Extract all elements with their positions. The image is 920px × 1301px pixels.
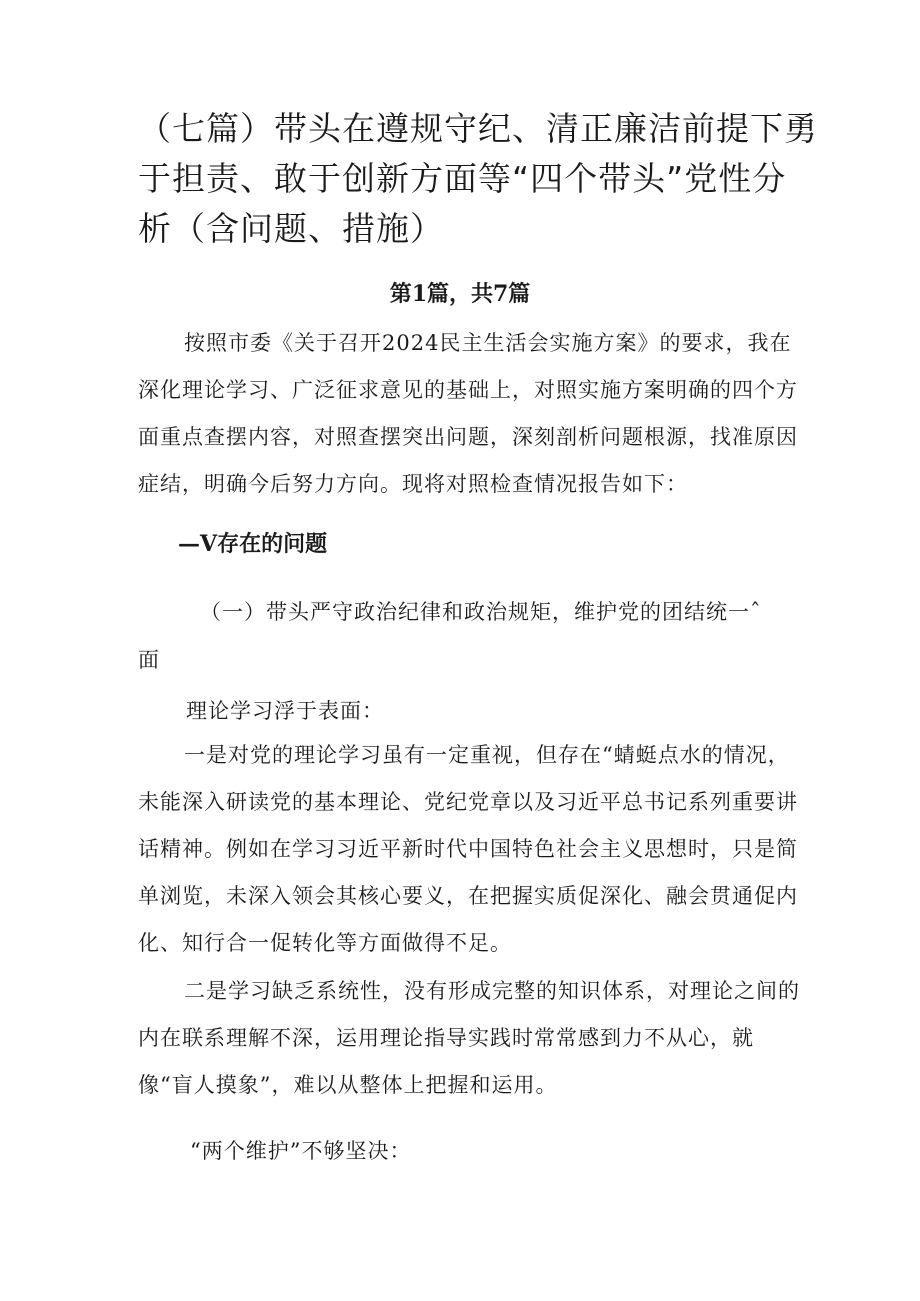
sub-heading-line-2: 面 <box>138 648 160 672</box>
document-title <box>138 104 818 254</box>
intro-paragraph: 按照市委《关于召开2024民主生活会实施方案》的要求，我在深化理论学习、广泛征求意见的基础上，对照实施方案明确的四个方面重点查摆内容，对照查摆突出问题，深刻剖析问题根源，找准原因症结，明确今后努力方向。现将对照检查情况报告如下： <box>138 331 798 496</box>
item1-paragraph-1: 一是对党的理论学习虽有一定重视，但存在“蜻蜓点水的情况，未能深入研读党的基本理论、党纪党章以及习近平总书记系列重要讲话精神。例如在学习习近平新时代中国特色社会主义思想时，只是简单浏览，未深入领会其核心要义，在把握实质促深化、融会贯通促内化、知行合一促转化等方面做得不足。 <box>138 743 798 955</box>
item1-paragraph-2: 二是学习缺乏系统性，没有形成完整的知识体系，对理论之间的内在联系理解不深，运用理论指导实践时常常感到力不从心，就像“盲人摸象”，难以从整体上把握和运用。 <box>138 979 800 1097</box>
item-label-two-safeguards: “两个维护”不够坚决： <box>190 1139 412 1163</box>
title-line-3: 析（含问题、措施） <box>138 209 444 248</box>
section-heading: —V存在的问题 <box>178 531 328 557</box>
item-label-theory-study: 理论学习浮于表面： <box>186 699 384 723</box>
sub-heading-line-1: （一）带头严守政治纪律和政治规矩，维护党的团结统一ˆ <box>200 600 762 624</box>
part-indicator: 第1篇，共7篇 <box>389 281 531 307</box>
title-line-2: 于担责、敢于创新方面等“四个带头”党性分 <box>138 159 787 198</box>
title-line-1: （七篇）带头在遵规守纪、清正廉洁前提下勇 <box>138 109 818 148</box>
